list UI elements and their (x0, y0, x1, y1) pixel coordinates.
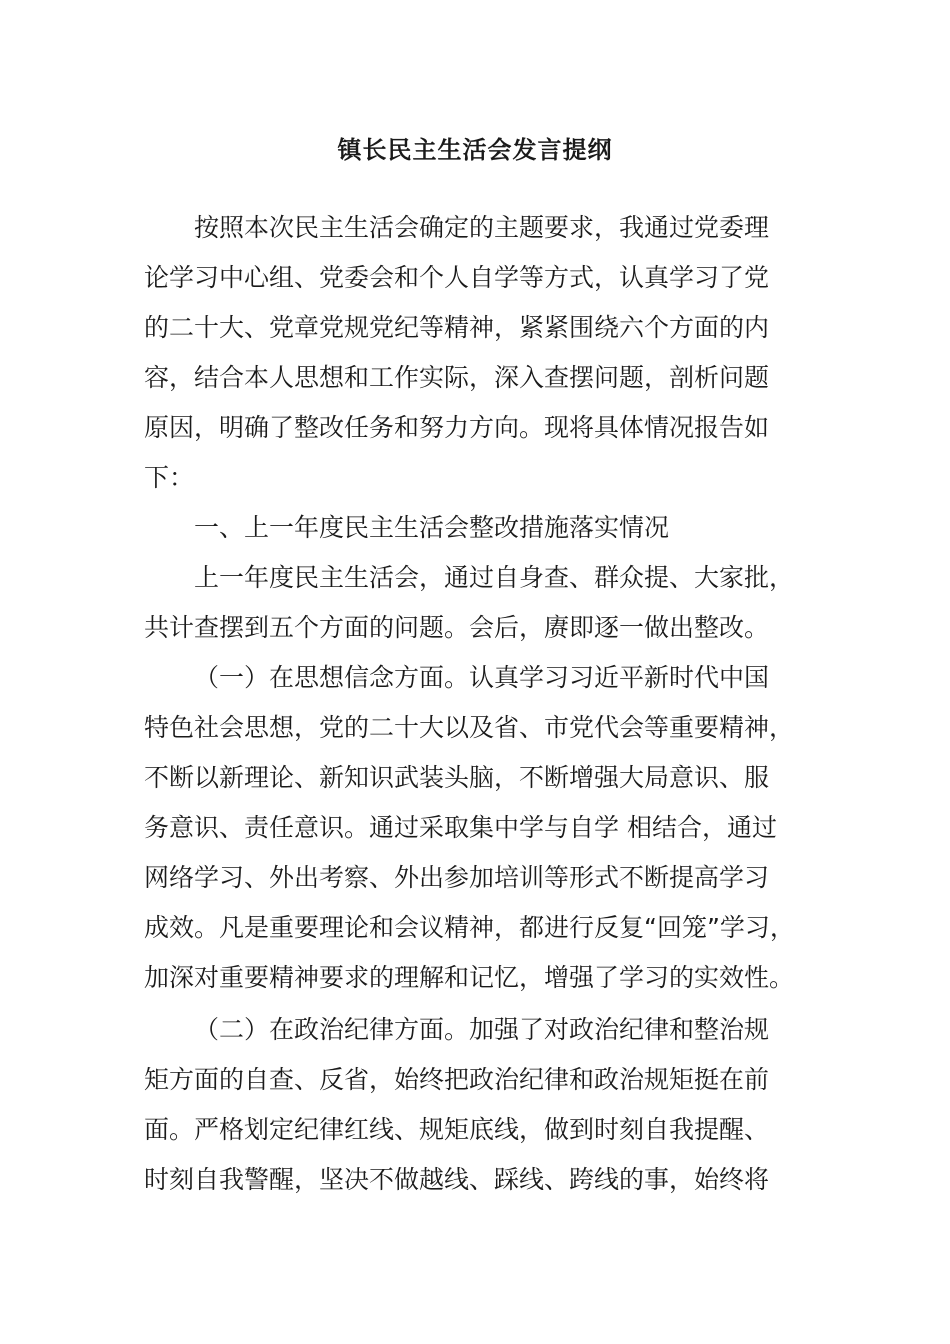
paragraph-line: 时刻自我警醒，坚决不做越线、踩线、跨线的事，始终将 (144, 1165, 770, 1194)
paragraph-line: 不断以新理论、新知识武装头脑，不断增强大局意识、服 (144, 763, 770, 792)
subsection-line: （一）在思想信念方面。认真学习习近平新时代中国 (194, 663, 770, 692)
paragraph-line: 面。严格划定纪律红线、规矩底线，做到时刻自我提醒、 (144, 1115, 770, 1144)
paragraph-line: 按照本次民主生活会确定的主题要求，我通过党委理 (194, 213, 770, 242)
paragraph-line: 原因，明确了整改任务和努力方向。现将具体情况报告如 (144, 413, 770, 442)
paragraph-line: 矩方面的自查、反省，始终把政治纪律和政治规矩挺在前 (144, 1065, 770, 1094)
paragraph-line: 务意识、责任意识。通过采取集中学与自学 相结合，通过 (144, 813, 777, 842)
paragraph-line: 下： (144, 463, 195, 492)
paragraph-line: 论学习中心组、党委会和个人自学等方式，认真学习了党 (144, 263, 770, 292)
document-title: 镇长民主生活会发言提纲 (337, 136, 613, 164)
paragraph-line: 共计查摆到五个方面的问题。会后，赓即逐一做出整改。 (144, 613, 770, 642)
paragraph-line: 容，结合本人思想和工作实际，深入查摆问题，剖析问题 (144, 363, 770, 392)
paragraph-line: 特色社会思想，党的二十大以及省、市党代会等重要精神， (144, 713, 795, 742)
paragraph-line: 加深对重要精神要求的理解和记忆，增强了学习的实效性。 (144, 963, 795, 992)
paragraph-line: 上一年度民主生活会，通过自身查、群众提、大家批， (194, 563, 795, 592)
paragraph-line: 的二十大、党章党规党纪等精神，紧紧围绕六个方面的内 (144, 313, 770, 342)
section-heading: 一、上一年度民主生活会整改措施落实情况 (194, 513, 670, 542)
paragraph-line: 网络学习、外出考察、外出参加培训等形式不断提高学习 (144, 863, 770, 892)
subsection-line: （二）在政治纪律方面。加强了对政治纪律和整治规 (194, 1015, 770, 1044)
paragraph-line: 成效。凡是重要理论和会议精神，都进行反复“回笼”学习， (144, 913, 795, 942)
